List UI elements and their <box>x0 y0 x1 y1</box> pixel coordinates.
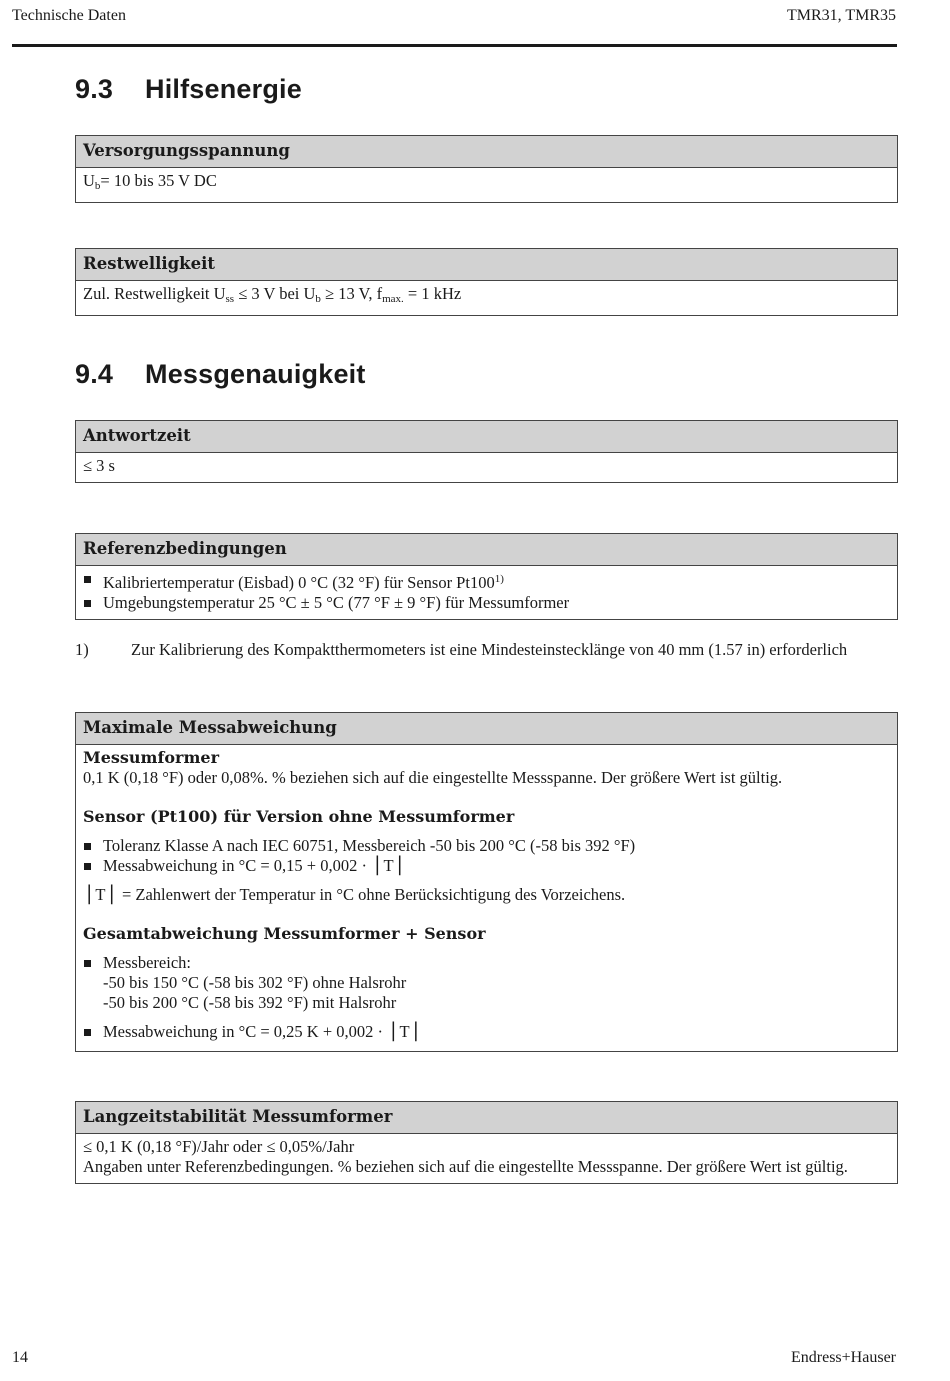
footnote <box>75 640 847 660</box>
subscript: max. <box>382 293 404 305</box>
table-body <box>76 168 897 202</box>
table-header: Maximale Messabweichung <box>76 713 897 745</box>
footnote-ref: 1) <box>494 573 504 585</box>
footnote-text: Zur Kalibrierung des Kompaktthermometers ist eine Mindesteinstecklänge von 40 mm (1.57 in) erforderlich <box>131 640 848 659</box>
header-rule <box>12 44 897 47</box>
list-item: Messbereich: -50 bis 150 °C (-58 bis 302 °F) ohne Halsrohr -50 bis 200 °C (-58 bis 392 °F) mit Halsrohr <box>83 953 890 1013</box>
list-item: Kalibriertemperatur (Eisbad) 0 °C (32 °F) für Sensor Pt100$^{1)}$ <box>83 569 890 593</box>
header-left: Technische Daten <box>12 7 126 24</box>
table-header: Restwelligkeit <box>76 249 897 281</box>
subheading-sensor: Sensor (Pt100) für Version ohne Messumformer <box>83 807 515 826</box>
section-number: 9.3 <box>75 74 114 104</box>
text-part: Zul. Restwelligkeit U <box>83 284 226 303</box>
text-part: ≥ 13 V, f <box>320 284 383 303</box>
page-number: 14 <box>12 1349 28 1366</box>
table-body <box>76 281 897 315</box>
table-header: Versorgungsspannung <box>76 136 897 168</box>
bullet-list <box>83 569 890 613</box>
table-restwelligkeit <box>75 248 898 316</box>
section-title-9-4 <box>75 359 366 390</box>
list-item: Umgebungstemperatur 25 °C ± 5 °C (77 °F ± 9 °F) für Messumformer <box>83 593 890 613</box>
subheading-messumformer: Messumformer <box>83 748 219 767</box>
section-title-9-3 <box>75 74 302 105</box>
bullet-list <box>83 836 890 876</box>
subscript: ss <box>225 293 235 305</box>
table-header: Referenzbedingungen <box>76 534 897 566</box>
table-maximale-messabweichung <box>75 712 898 1052</box>
table-versorgungsspannung <box>75 135 898 203</box>
table-langzeitstabilitaet <box>75 1101 898 1184</box>
table-referenzbedingungen <box>75 533 898 620</box>
list-item: Messabweichung in °C = 0,25 K + 0,002 · ⎪T⎪ <box>83 1022 890 1042</box>
table-header: Antwortzeit <box>76 421 897 453</box>
table-header: Langzeitstabilität Messumformer <box>76 1102 897 1134</box>
table-body <box>76 745 897 1051</box>
section-name: Hilfsenergie <box>145 74 302 104</box>
table-body <box>76 1134 897 1183</box>
symbol-u: U <box>83 171 95 190</box>
table-antwortzeit <box>75 420 898 483</box>
list-item: Messabweichung in °C = 0,15 + 0,002 · ⎪T⎪ <box>83 856 890 876</box>
paragraph: 0,1 K (0,18 °F) oder 0,08%. % beziehen sich auf die eingestellte Messspanne. Der größere Wert ist gültig. <box>83 768 783 787</box>
subscript: b <box>94 180 101 192</box>
subscript: b <box>315 293 321 305</box>
paragraph: ⎪T⎪ = Zahlenwert der Temperatur in °C ohne Berücksichtigung des Vorzeichens. <box>83 885 626 904</box>
section-name: Messgenauigkeit <box>145 359 366 389</box>
line: Angaben unter Referenzbedingungen. % beziehen sich auf die eingestellte Messspanne. Der größere Wert ist gültig. <box>83 1157 848 1176</box>
list-item: Toleranz Klasse A nach IEC 60751, Messbereich -50 bis 200 °C (-58 bis 392 °F) <box>83 836 890 856</box>
bullet-list <box>83 953 890 1042</box>
text-part: ≤ 3 V bei U <box>234 284 316 303</box>
line: ≤ 0,1 K (0,18 °F)/Jahr oder ≤ 0,05%/Jahr <box>83 1137 355 1156</box>
table-body <box>76 566 897 619</box>
table-body: ≤ 3 s <box>83 456 115 475</box>
section-number: 9.4 <box>75 359 114 389</box>
text-part: = 1 kHz <box>403 284 462 303</box>
header-right: TMR31, TMR35 <box>786 7 896 24</box>
subheading-gesamt: Gesamtabweichung Messumformer + Sensor <box>83 924 486 943</box>
value-text: = 10 bis 35 V DC <box>100 171 217 190</box>
brand-name: Endress+Hauser <box>791 1349 896 1366</box>
footnote-mark: 1) <box>75 640 89 659</box>
